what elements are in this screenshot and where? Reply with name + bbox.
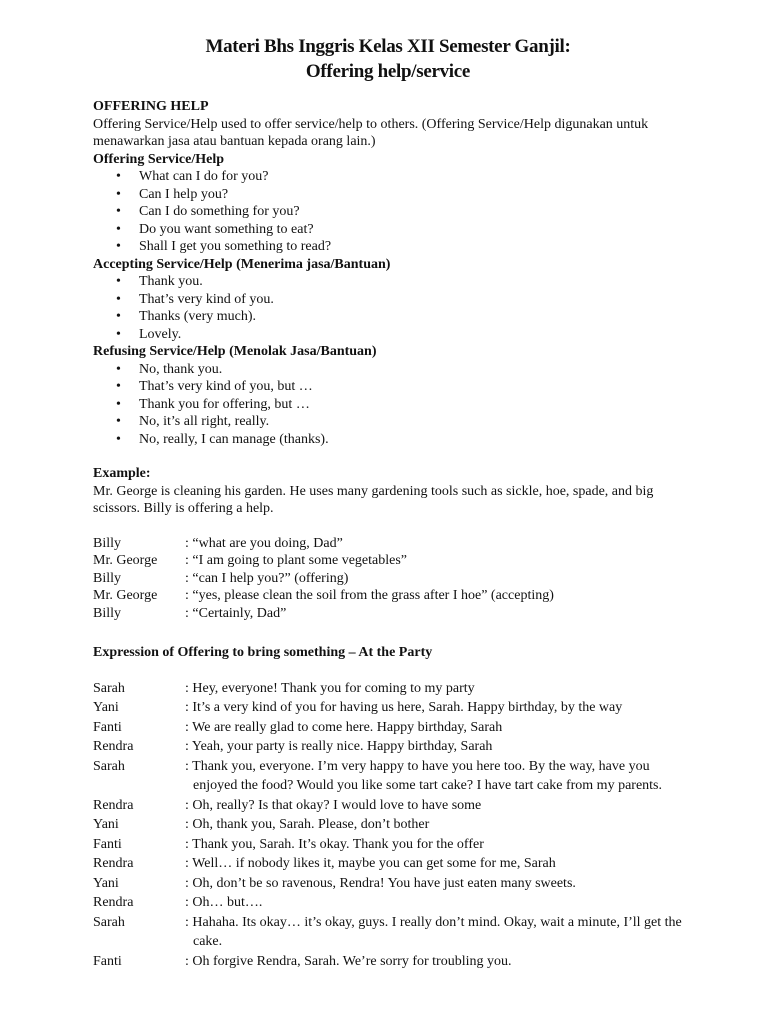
spacer bbox=[93, 448, 683, 465]
list-item: • No, really, I can manage (thanks). bbox=[93, 431, 683, 449]
list-item: • Thank you. bbox=[93, 273, 683, 291]
speaker-name: Yani bbox=[93, 817, 119, 832]
dialogue-line: : Yeah, your party is really nice. Happy birthday, Sarah bbox=[185, 739, 493, 754]
offering-service-heading: Offering Service/Help bbox=[93, 151, 225, 167]
speaker-name: Billy bbox=[93, 535, 122, 551]
dialogue-line: : Hahaha. Its okay… it’s okay, guys. I really don’t mind. Okay, wait a minute, I’ll get the cake. bbox=[185, 914, 682, 949]
spacer bbox=[93, 518, 683, 535]
dialogue-row bbox=[93, 835, 683, 855]
offering-service-list bbox=[93, 168, 683, 256]
speaker-name: Yani bbox=[93, 875, 119, 891]
dialogue-line: : Oh, thank you, Sarah. Please, don’t bother bbox=[185, 817, 430, 832]
dialogue-row bbox=[93, 796, 683, 816]
dialogue-row bbox=[93, 893, 683, 913]
list-item: • Do you want something to eat? bbox=[93, 221, 683, 239]
accepting-list bbox=[93, 273, 683, 343]
dialogue-line: : “what are you doing, Dad” bbox=[185, 535, 343, 551]
list-item: • That’s very kind of you, but … bbox=[93, 378, 683, 396]
dialogue-line: : “can I help you?” (offering) bbox=[185, 570, 349, 586]
example-heading: Example: bbox=[93, 466, 151, 481]
dialogue-row bbox=[93, 913, 683, 952]
offering-help-intro: Offering Service/Help used to offer service/help to others. (Offering Service/Help digunakan untuk menawarkan jasa atau bantuan kepada orang lain.) bbox=[93, 116, 649, 149]
list-item: • Lovely. bbox=[93, 326, 683, 344]
dialogue-row bbox=[93, 952, 683, 972]
dialogue-row bbox=[93, 679, 683, 699]
list-item: • Shall I get you something to read? bbox=[93, 238, 683, 256]
spacer bbox=[93, 622, 683, 644]
dialogue-row bbox=[93, 815, 683, 835]
speaker-name: Billy bbox=[93, 570, 122, 586]
refusing-heading: Refusing Service/Help (Menolak Jasa/Bantuan) bbox=[93, 344, 377, 359]
speaker-name: Mr. George bbox=[93, 553, 158, 568]
speaker-name: Rendra bbox=[93, 856, 134, 871]
refusing-list bbox=[93, 361, 683, 449]
dialogue-row bbox=[93, 757, 683, 796]
dialogue-row bbox=[93, 737, 683, 757]
dialogue-row bbox=[93, 854, 683, 874]
list-item: • No, it’s all right, really. bbox=[93, 413, 683, 431]
list-item: • What can I do for you? bbox=[93, 168, 683, 186]
dialogue-line: : Thank you, Sarah. It’s okay. Thank you for the offer bbox=[185, 836, 484, 852]
speaker-name: Mr. George bbox=[93, 588, 158, 603]
list-item: • Thanks (very much). bbox=[93, 308, 683, 326]
title-line-1: Materi Bhs Inggris Kelas XII Semester Ganjil: bbox=[205, 36, 571, 57]
party-dialogue bbox=[93, 679, 683, 972]
speaker-name: Billy bbox=[93, 605, 122, 621]
dialogue-line: : Oh forgive Rendra, Sarah. We’re sorry for troubling you. bbox=[185, 953, 512, 969]
example-dialogue bbox=[93, 535, 683, 623]
dialogue-line: : It’s a very kind of you for having us here, Sarah. Happy birthday, by the way bbox=[185, 700, 623, 715]
speaker-name: Fanti bbox=[93, 953, 122, 969]
dialogue-row bbox=[93, 570, 683, 588]
dialogue-line: : Oh… but…. bbox=[185, 895, 263, 910]
speaker-name: Rendra bbox=[93, 895, 134, 910]
dialogue-line: : “yes, please clean the soil from the grass after I hoe” (accepting) bbox=[185, 588, 554, 603]
dialogue-row bbox=[93, 605, 683, 623]
speaker-name: Fanti bbox=[93, 836, 122, 852]
party-heading: Expression of Offering to bring something – At the Party bbox=[93, 645, 433, 660]
list-item: • That’s very kind of you. bbox=[93, 291, 683, 309]
dialogue-line: : “Certainly, Dad” bbox=[185, 605, 287, 621]
speaker-name: Rendra bbox=[93, 739, 134, 754]
document-page bbox=[93, 34, 683, 971]
dialogue-row bbox=[93, 552, 683, 570]
dialogue-line: : “I am going to plant some vegetables” bbox=[185, 553, 407, 568]
list-item: • Can I do something for you? bbox=[93, 203, 683, 221]
dialogue-line: : Oh, really? Is that okay? I would love to have some bbox=[185, 797, 482, 813]
speaker-name: Sarah bbox=[93, 914, 125, 930]
title-line-2: Offering help/service bbox=[305, 61, 471, 82]
offering-help-heading: OFFERING HELP bbox=[93, 99, 209, 114]
dialogue-line: : We are really glad to come here. Happy birthday, Sarah bbox=[185, 719, 503, 735]
dialogue-line: : Thank you, everyone. I’m very happy to have you here too. By the way, have you enjoyed the food? Would you like some tart cake? I have tart cake from my parents. bbox=[185, 758, 662, 793]
dialogue-line: : Well… if nobody likes it, maybe you can get some for me, Sarah bbox=[185, 856, 556, 871]
list-item: • Thank you for offering, but … bbox=[93, 396, 683, 414]
spacer bbox=[93, 662, 683, 679]
speaker-name: Sarah bbox=[93, 758, 125, 774]
dialogue-row bbox=[93, 874, 683, 894]
document-title bbox=[93, 34, 683, 84]
list-item: • Can I help you? bbox=[93, 186, 683, 204]
dialogue-line: : Oh, don’t be so ravenous, Rendra! You have just eaten many sweets. bbox=[185, 875, 576, 891]
speaker-name: Rendra bbox=[93, 797, 134, 813]
speaker-name: Yani bbox=[93, 700, 119, 715]
list-item: • No, thank you. bbox=[93, 361, 683, 379]
dialogue-row bbox=[93, 535, 683, 553]
dialogue-line: : Hey, everyone! Thank you for coming to my party bbox=[185, 680, 475, 696]
speaker-name: Sarah bbox=[93, 680, 125, 696]
dialogue-row bbox=[93, 718, 683, 738]
speaker-name: Fanti bbox=[93, 719, 122, 735]
example-intro: Mr. George is cleaning his garden. He uses many gardening tools such as sickle, hoe, spade, and big scissors. Billy is offering a help. bbox=[93, 483, 654, 516]
dialogue-row bbox=[93, 698, 683, 718]
accepting-heading: Accepting Service/Help (Menerima jasa/Bantuan) bbox=[93, 256, 391, 272]
dialogue-row bbox=[93, 587, 683, 605]
